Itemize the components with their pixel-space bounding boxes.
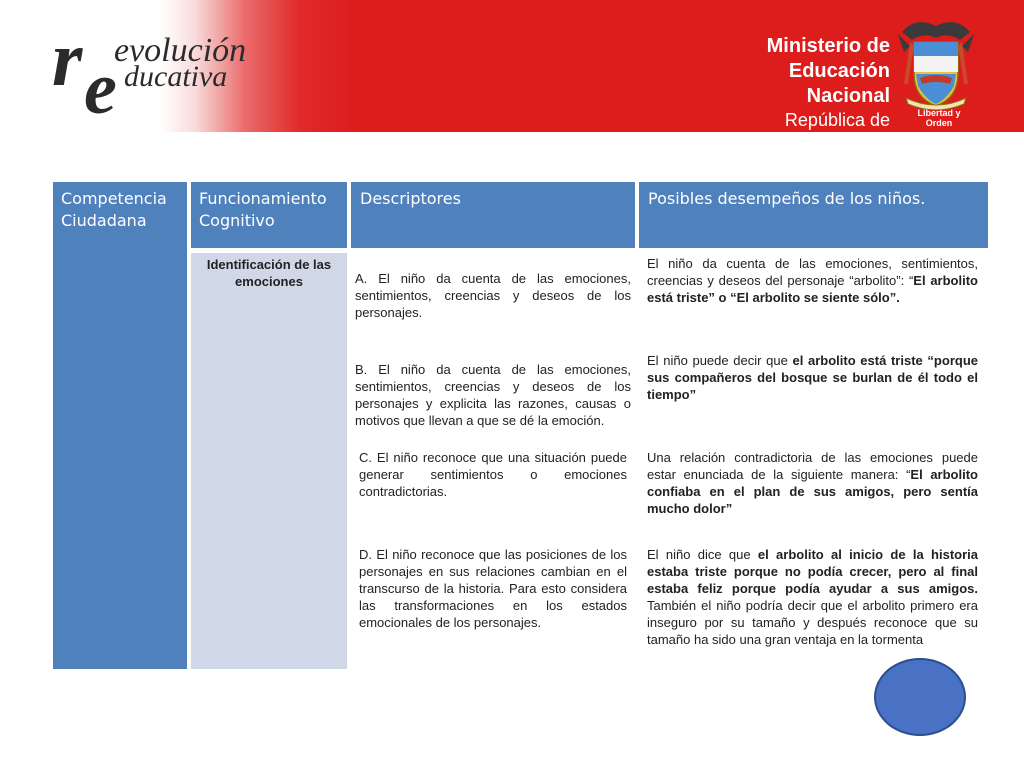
descriptor-d: D. El niño reconoce que las posiciones de los personajes en sus relaciones cambian en el transcurso de la historia. Para esto considera las transformaciones en los estados emocionales de los personajes. [359, 547, 627, 630]
ministry-line-2: Educación Nacional [788, 60, 890, 107]
motto-text: Libertad y Orden [917, 108, 961, 128]
logo-letter-e: e [84, 48, 117, 130]
logo-text-evolucion: evolución [114, 32, 247, 69]
revolucion-educativa-logo [52, 15, 267, 130]
header-banner [0, 0, 1024, 153]
descriptor-c: C. El niño reconoce que una situación puede generar sentimientos o emociones contradictorias. [359, 450, 627, 499]
performance-a [647, 255, 978, 306]
logo-text-ducativa: ducativa [124, 60, 228, 93]
header-desempenos: Posibles desempeños de los niños. [639, 182, 988, 248]
header-funcionamiento: Funcionamiento Cognitivo [191, 182, 347, 248]
performance-c-bold: El arbolito confiaba en el plan de sus amigos, pero sentía mucho dolor” [647, 467, 978, 516]
performance-b [647, 352, 978, 403]
performance-a-bold: El arbolito está triste” o “El arbolito se siente sólo”. [647, 273, 978, 305]
header-descriptores: Descriptores [351, 182, 635, 248]
ministry-title [715, 34, 890, 155]
performance-a-text: El niño da cuenta de las emociones, sentimientos, creencias y deseos del personaje “arbolito”: “ [647, 256, 978, 288]
performance-d [647, 546, 978, 648]
descriptor-b: B. El niño da cuenta de las emociones, sentimientos, creencias y deseos de los personajes y explicita las razones, causas o motivos que llevan a que se dé la emoción. [355, 362, 631, 428]
performance-c [647, 449, 978, 517]
performance-d-bold: el arbolito al inicio de la historia estaba triste porque no podía crecer, pero al final estaba feliz porque podía ayudar a sus amigos. [647, 547, 979, 596]
performance-b-bold: el arbolito está triste “porque sus compañeros del bosque se burlan de él todo el tiempo” [647, 353, 978, 402]
funcionamiento-column [191, 253, 347, 669]
competencia-column [53, 248, 187, 669]
header-competencia: Competencia Ciudadana [53, 182, 187, 248]
function-title: Identificación de las emociones [206, 257, 332, 289]
performance-b-text: El niño puede decir que [647, 353, 793, 368]
descriptor-a: A. El niño da cuenta de las emociones, sentimientos, creencias y deseos de los personajes. [355, 271, 631, 320]
performance-c-text: Una relación contradictoria de las emociones puede estar enunciada de la siguiente manera: “ [647, 450, 978, 482]
performance-d-text: El niño dice que [647, 547, 758, 562]
navigation-oval-button[interactable] [874, 658, 966, 736]
ministry-line-3: República de Colombia [784, 110, 890, 153]
performance-d-tail: También el niño podría decir que el arbolito primero era inseguro por su tamaño y después reconoce que su tamaño ha sido una gran ventaja en la tormenta [647, 598, 978, 647]
ministry-line-1: Ministerio de [766, 35, 890, 57]
logo-letter-r: r [52, 15, 83, 102]
coat-of-arms-icon [896, 12, 976, 122]
